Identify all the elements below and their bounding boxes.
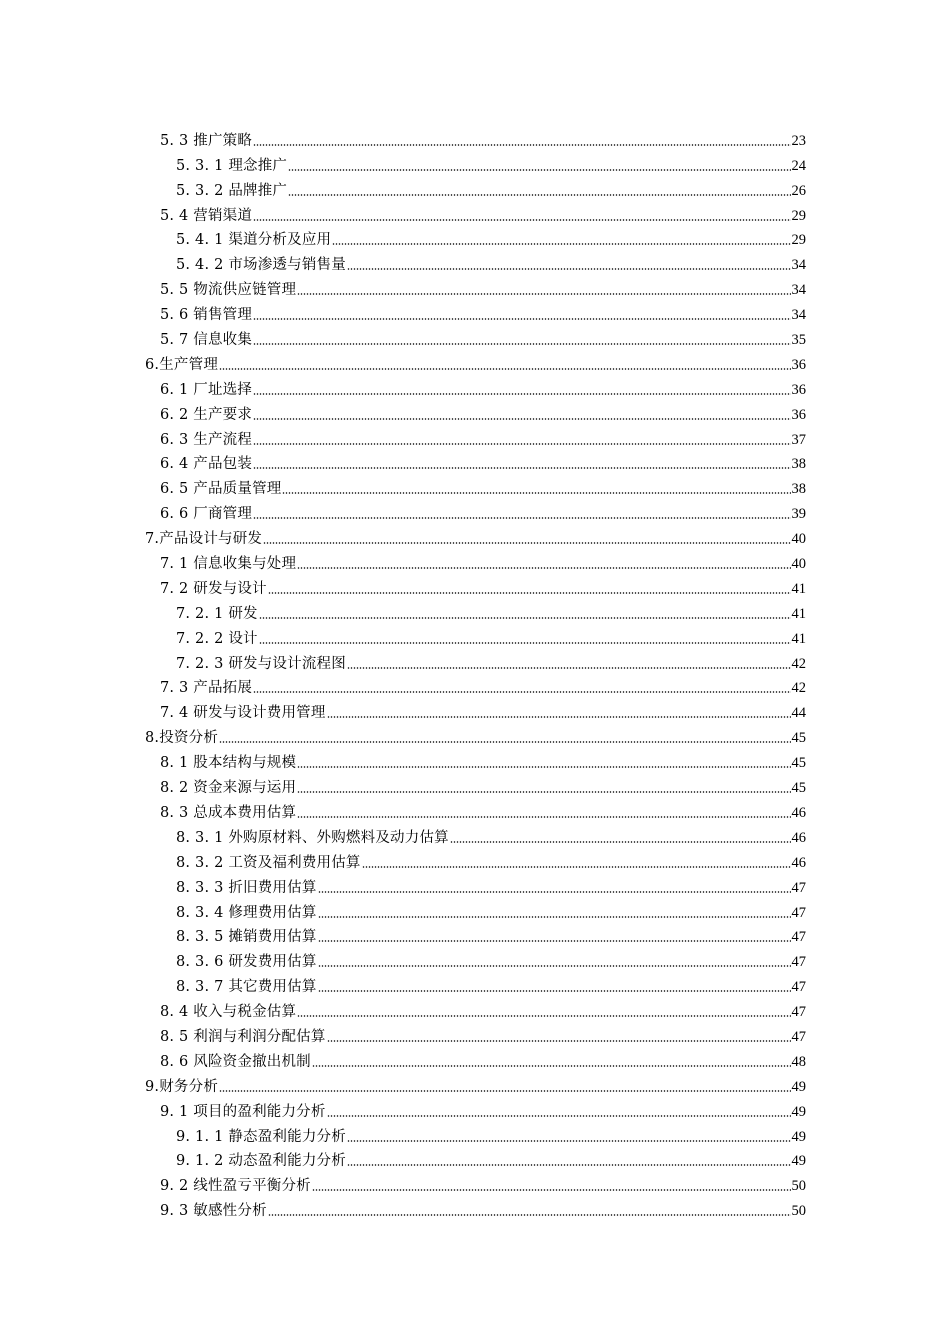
toc-entry-title: 5. 5 物流供应链管理	[160, 282, 297, 299]
toc-entry[interactable]	[0, 800, 806, 825]
toc-entry-page-number: 40	[791, 531, 806, 548]
toc-entry-title: 8. 3. 4 修理费用估算	[176, 904, 317, 921]
toc-entry[interactable]	[0, 601, 806, 626]
toc-entry-title: 5. 7 信息收集	[160, 332, 253, 349]
toc-dot-leader	[288, 168, 790, 172]
toc-entry[interactable]	[0, 551, 806, 576]
toc-entry-title: 8. 3. 1 外购原材料、外购燃料及动力估算	[176, 829, 449, 846]
toc-entry[interactable]	[0, 1198, 806, 1223]
toc-dot-leader	[450, 840, 791, 844]
toc-entry[interactable]	[0, 974, 806, 999]
toc-entry-title: 9. 1 项目的盈利能力分析	[160, 1103, 326, 1120]
toc-entry[interactable]	[0, 178, 806, 203]
toc-entry-title: 5. 3. 2 品牌推广	[176, 182, 288, 199]
toc-entry-page-number: 49	[791, 1103, 806, 1120]
toc-entry-page-number: 34	[791, 282, 806, 299]
toc-entry[interactable]	[0, 452, 806, 477]
toc-entry-title: 9. 2 线性盈亏平衡分析	[160, 1178, 311, 1195]
toc-entry-page-number: 39	[791, 506, 806, 523]
toc-dot-leader	[347, 1139, 791, 1143]
toc-entry[interactable]	[0, 875, 806, 900]
toc-entry[interactable]	[0, 427, 806, 452]
toc-entry-page-number: 49	[791, 1078, 806, 1095]
toc-dot-leader	[219, 367, 790, 371]
toc-entry[interactable]	[0, 203, 806, 228]
toc-entry-title: 9. 3 敏感性分析	[160, 1203, 267, 1220]
toc-entry[interactable]	[0, 228, 806, 253]
toc-entry-page-number: 45	[791, 755, 806, 772]
toc-entry-title: 8. 3. 2 工资及福利费用估算	[176, 854, 361, 871]
toc-dot-leader	[288, 193, 790, 197]
toc-entry-page-number: 44	[791, 705, 806, 722]
toc-dot-leader	[312, 1188, 791, 1192]
toc-entry-title: 8. 4 收入与税金估算	[160, 1004, 297, 1021]
toc-dot-leader	[253, 218, 790, 222]
toc-dot-leader	[327, 1039, 791, 1043]
toc-entry-title: 9. 1. 1 静态盈利能力分析	[176, 1128, 346, 1145]
toc-entry-title: 7.产品设计与研发	[145, 531, 263, 548]
toc-entry-page-number: 40	[791, 556, 806, 573]
toc-entry[interactable]	[0, 252, 806, 277]
toc-dot-leader	[268, 591, 791, 595]
toc-entry-title: 8. 6 风险资金撤出机制	[160, 1053, 311, 1070]
toc-dot-leader	[297, 765, 790, 769]
toc-entry-page-number: 29	[791, 232, 806, 249]
toc-entry-page-number: 47	[791, 904, 806, 921]
toc-dot-leader	[312, 1064, 791, 1068]
toc-entry-title: 5. 4. 1 渠道分析及应用	[176, 232, 332, 249]
toc-entry-page-number: 36	[791, 356, 806, 373]
toc-entry-page-number: 45	[791, 730, 806, 747]
toc-entry-title: 6. 2 生产要求	[160, 406, 253, 423]
toc-entry[interactable]	[0, 999, 806, 1024]
toc-dot-leader	[297, 790, 790, 794]
toc-entry[interactable]	[0, 576, 806, 601]
toc-entry-title: 6. 3 生产流程	[160, 431, 253, 448]
toc-entry-page-number: 34	[791, 257, 806, 274]
toc-dot-leader	[297, 1014, 790, 1018]
toc-entry-title: 8. 3. 6 研发费用估算	[176, 954, 317, 971]
toc-entry-title: 6. 1 厂址选择	[160, 381, 253, 398]
toc-entry-page-number: 41	[791, 580, 806, 597]
toc-entry-page-number: 47	[791, 979, 806, 996]
toc-entry-page-number: 41	[791, 605, 806, 622]
toc-dot-leader	[282, 491, 790, 495]
toc-entry-page-number: 49	[791, 1128, 806, 1145]
toc-entry-page-number: 47	[791, 1004, 806, 1021]
toc-entry-page-number: 41	[791, 630, 806, 647]
toc-dot-leader	[327, 715, 791, 719]
toc-entry-title: 8.投资分析	[145, 730, 219, 747]
toc-dot-leader	[318, 939, 791, 943]
toc-entry[interactable]	[0, 900, 806, 925]
toc-entry[interactable]	[0, 352, 806, 377]
toc-entry-title: 7. 4 研发与设计费用管理	[160, 705, 326, 722]
toc-entry-page-number: 34	[791, 307, 806, 324]
toc-dot-leader	[318, 964, 791, 968]
toc-entry-title: 6. 6 厂商管理	[160, 506, 253, 523]
toc-entry-title: 6. 4 产品包装	[160, 456, 253, 473]
toc-dot-leader	[259, 641, 791, 645]
toc-entry-page-number: 24	[791, 157, 806, 174]
toc-entry-title: 9. 1. 2 动态盈利能力分析	[176, 1153, 346, 1170]
toc-entry[interactable]	[0, 402, 806, 427]
toc-entry-page-number: 29	[791, 207, 806, 224]
toc-entry-title: 7. 2. 2 设计	[176, 630, 258, 647]
toc-entry-page-number: 49	[791, 1153, 806, 1170]
toc-entry-page-number: 35	[791, 332, 806, 349]
toc-entry-title: 5. 3 推广策略	[160, 132, 253, 149]
toc-entry-page-number: 45	[791, 780, 806, 797]
toc-dot-leader	[297, 815, 790, 819]
toc-entry[interactable]	[0, 825, 806, 850]
toc-entry-page-number: 46	[791, 804, 806, 821]
toc-entry[interactable]	[0, 1149, 806, 1174]
toc-dot-leader	[253, 317, 790, 321]
toc-entry-title: 8. 2 资金来源与运用	[160, 780, 297, 797]
toc-entry-title: 6.生产管理	[145, 356, 219, 373]
toc-entry[interactable]	[0, 526, 806, 551]
toc-entry[interactable]	[0, 775, 806, 800]
toc-entry[interactable]	[0, 277, 806, 302]
toc-entry-title: 5. 3. 1 理念推广	[176, 157, 288, 174]
toc-entry[interactable]	[0, 501, 806, 526]
toc-dot-leader	[327, 1114, 791, 1118]
toc-entry[interactable]	[0, 302, 806, 327]
toc-entry-page-number: 36	[791, 381, 806, 398]
toc-entry-page-number: 47	[791, 879, 806, 896]
toc-dot-leader	[297, 566, 790, 570]
toc-entry-title: 8. 3. 3 折旧费用估算	[176, 879, 317, 896]
toc-entry-title: 7. 2. 3 研发与设计流程图	[176, 655, 346, 672]
toc-dot-leader	[253, 392, 790, 396]
toc-entry[interactable]	[0, 725, 806, 750]
toc-entry-title: 7. 2. 1 研发	[176, 605, 258, 622]
toc-entry[interactable]	[0, 1074, 806, 1099]
toc-entry[interactable]	[0, 1024, 806, 1049]
toc-entry-title: 5. 4. 2 市场渗透与销售量	[176, 257, 346, 274]
toc-entry[interactable]	[0, 377, 806, 402]
toc-entry[interactable]	[0, 750, 806, 775]
toc-entry-page-number: 38	[791, 481, 806, 498]
toc-entry-title: 5. 4 营销渠道	[160, 207, 253, 224]
toc-dot-leader	[253, 417, 790, 421]
toc-dot-leader	[253, 442, 790, 446]
toc-entry-title: 8. 3. 7 其它费用估算	[176, 979, 317, 996]
toc-entry-page-number: 42	[791, 680, 806, 697]
toc-entry[interactable]	[0, 476, 806, 501]
toc-entry-page-number: 50	[791, 1178, 806, 1195]
toc-dot-leader	[253, 516, 790, 520]
toc-entry[interactable]	[0, 1049, 806, 1074]
toc-entry-page-number: 47	[791, 1028, 806, 1045]
toc-entry[interactable]	[0, 676, 806, 701]
toc-entry-page-number: 48	[791, 1053, 806, 1070]
toc-entry[interactable]	[0, 949, 806, 974]
toc-entry[interactable]	[0, 700, 806, 725]
toc-dot-leader	[347, 666, 791, 670]
toc-entry[interactable]	[0, 1099, 806, 1124]
toc-entry-page-number: 50	[791, 1203, 806, 1220]
toc-entry-page-number: 38	[791, 456, 806, 473]
toc-entry-page-number: 46	[791, 829, 806, 846]
toc-entry-page-number: 37	[791, 431, 806, 448]
toc-entry-page-number: 46	[791, 854, 806, 871]
toc-dot-leader	[259, 616, 791, 620]
toc-entry-page-number: 47	[791, 929, 806, 946]
toc-dot-leader	[253, 342, 790, 346]
toc-entry[interactable]	[0, 626, 806, 651]
toc-entry-page-number: 36	[791, 406, 806, 423]
toc-dot-leader	[347, 267, 791, 271]
toc-entry-title: 5. 6 销售管理	[160, 307, 253, 324]
toc-entry-page-number: 47	[791, 954, 806, 971]
toc-entry-title: 7. 2 研发与设计	[160, 580, 267, 597]
toc-entry[interactable]	[0, 925, 806, 950]
toc-dot-leader	[268, 1213, 791, 1217]
toc-entry-page-number: 42	[791, 655, 806, 672]
toc-dot-leader	[362, 865, 791, 869]
toc-dot-leader	[297, 292, 790, 296]
toc-entry[interactable]	[0, 1124, 806, 1149]
toc-dot-leader	[253, 143, 790, 147]
toc-dot-leader	[253, 690, 790, 694]
toc-dot-leader	[219, 1089, 790, 1093]
toc-dot-leader	[253, 466, 790, 470]
toc-dot-leader	[263, 541, 790, 545]
toc-dot-leader	[318, 915, 791, 919]
toc-entry-title: 7. 1 信息收集与处理	[160, 556, 297, 573]
toc-entry-title: 8. 3 总成本费用估算	[160, 804, 297, 821]
toc-entry-page-number: 23	[791, 132, 806, 149]
toc-dot-leader	[318, 890, 791, 894]
toc-entry-page-number: 26	[791, 182, 806, 199]
toc-dot-leader	[347, 1163, 791, 1167]
toc-entry-title: 9.财务分析	[145, 1078, 219, 1095]
table-of-contents	[0, 128, 950, 1223]
toc-entry[interactable]	[0, 1173, 806, 1198]
toc-entry-title: 8. 5 利润与利润分配估算	[160, 1028, 326, 1045]
toc-dot-leader	[332, 242, 790, 246]
toc-entry[interactable]	[0, 850, 806, 875]
toc-entry-title: 8. 1 股本结构与规模	[160, 755, 297, 772]
toc-entry[interactable]	[0, 327, 806, 352]
toc-entry[interactable]	[0, 153, 806, 178]
toc-entry[interactable]	[0, 651, 806, 676]
toc-entry[interactable]	[0, 128, 806, 153]
toc-entry-title: 6. 5 产品质量管理	[160, 481, 282, 498]
toc-entry-title: 8. 3. 5 摊销费用估算	[176, 929, 317, 946]
toc-entry-title: 7. 3 产品拓展	[160, 680, 253, 697]
toc-dot-leader	[318, 989, 791, 993]
toc-dot-leader	[219, 740, 790, 744]
